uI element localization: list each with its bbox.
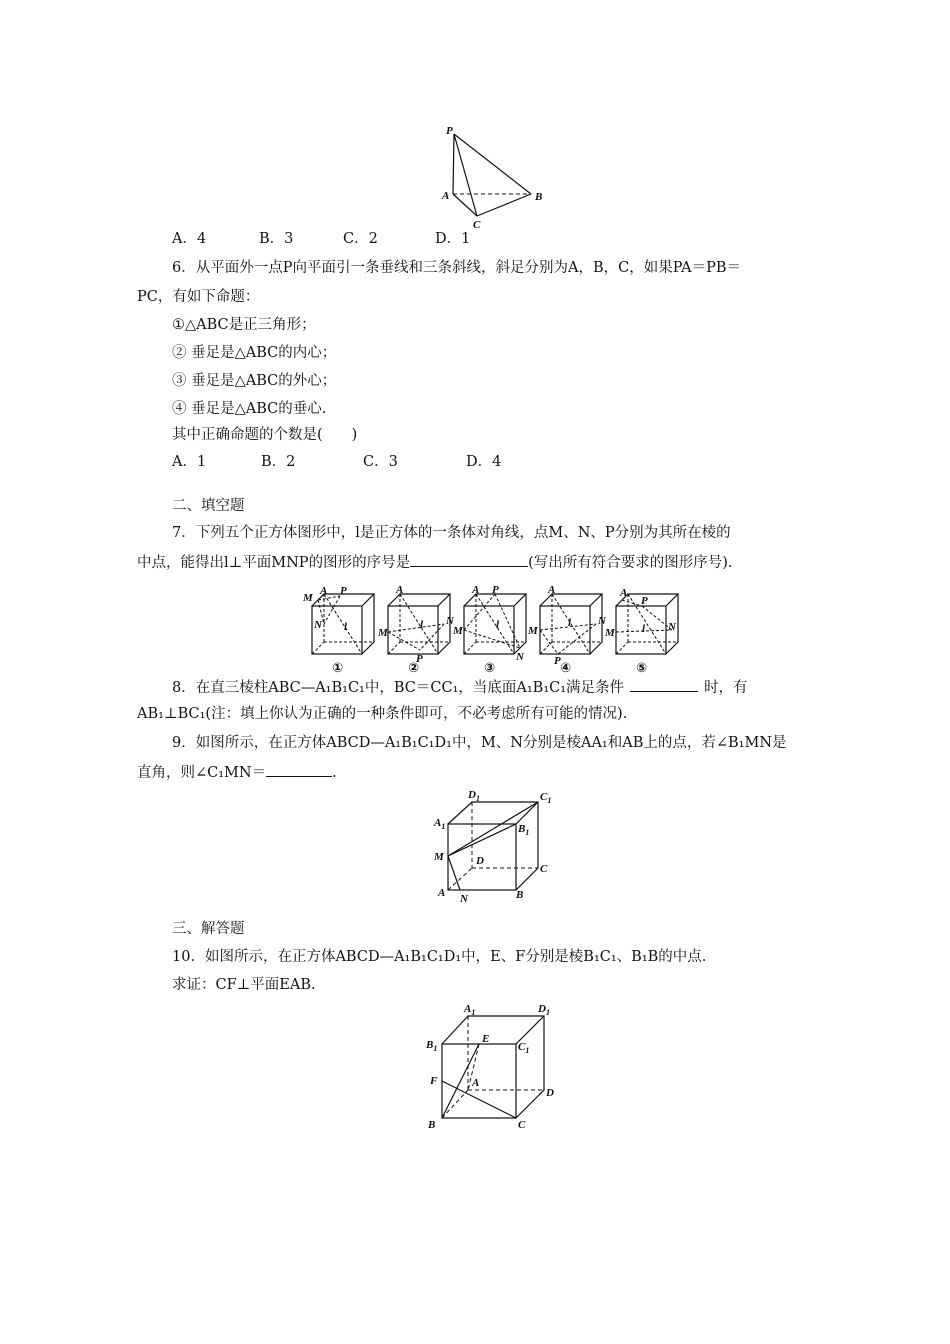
svg-text:B: B (516, 889, 524, 901)
svg-text:C: C (540, 863, 548, 875)
svg-text:P: P (446, 125, 453, 137)
svg-text:N: N (446, 615, 454, 627)
svg-text:N: N (516, 651, 524, 663)
q9-line-2-text: 直角，则∠C₁MN＝ (137, 765, 267, 781)
q9-answer-blank[interactable] (266, 762, 332, 777)
svg-text:C: C (473, 219, 481, 231)
q6-item-3: ③ 垂足是△ABC的外心； (172, 373, 337, 389)
cube-figure-4 (527, 584, 607, 667)
q5-options (172, 230, 470, 248)
cube-figure-2 (377, 584, 455, 665)
svg-text:M: M (434, 851, 444, 863)
q7-line-2-tail: (写出所有符合要求的图形序号). (528, 555, 733, 571)
svg-text:M: M (303, 592, 313, 604)
q10-line-2: 求证：CF⊥平面EAB. (172, 977, 316, 993)
q6-line-1: 6．从平面外一点P向平面引一条垂线和三条斜线，斜足分别为A，B，C，如果PA＝PB＝ (172, 260, 742, 276)
svg-text:B: B (428, 1119, 436, 1131)
svg-text:D: D (546, 1087, 554, 1099)
q6-option-b: B．2 (261, 454, 296, 470)
q6-question: 其中正确命题的个数是( ) (172, 427, 358, 443)
q6-options (172, 453, 501, 471)
q9-line-2-tail: . (332, 765, 337, 781)
q9-cube-figure (430, 786, 560, 906)
svg-text:M: M (378, 627, 388, 639)
svg-text:P: P (492, 584, 499, 596)
svg-text:P: P (554, 655, 561, 667)
q6-option-a: A．1 (172, 454, 207, 470)
svg-text:l: l (344, 621, 348, 633)
svg-text:N: N (598, 615, 606, 627)
svg-text:l: l (642, 623, 646, 635)
svg-text:A: A (472, 1077, 480, 1089)
q7-line-2-text: 中点，能得出l⊥平面MNP的图形的序号是 (137, 555, 411, 571)
svg-text:l: l (568, 617, 572, 629)
figure-number-5: ⑤ (636, 661, 648, 676)
q9-line-2 (137, 762, 337, 782)
q6-option-d: D．4 (466, 454, 502, 470)
q7-answer-blank[interactable] (410, 552, 528, 567)
cube-figure-3 (452, 584, 526, 663)
svg-text:A1: $A_1$ (434, 817, 446, 831)
section-3-heading: 三、解答题 (172, 921, 245, 937)
q8-line-1-text: 8．在直三棱柱ABC—A₁B₁C₁中，BC＝CC₁，当底面A₁B₁C₁满足条件 (172, 680, 625, 696)
cube-figure-5 (604, 587, 678, 654)
svg-text:N: N (668, 621, 676, 633)
q8-answer-blank[interactable] (630, 677, 698, 692)
svg-text:C1: $C_1$ (540, 791, 552, 805)
svg-text:A: A (548, 584, 556, 596)
q7-line-2 (137, 552, 733, 572)
svg-text:D1: $D_1$ (468, 789, 480, 803)
svg-text:C: C (518, 1119, 526, 1131)
cube-figure-1 (302, 585, 374, 654)
svg-text:A1: $A_1$ (464, 1003, 476, 1017)
q6-line-2: PC，有如下命题： (137, 289, 260, 305)
q6-option-c: C．3 (363, 454, 398, 470)
five-cubes-figure (302, 584, 682, 676)
q10-line-1: 10．如图所示，在正方体ABCD—A₁B₁C₁D₁中，E、F分别是棱B₁C₁、B₁B的中点. (172, 949, 707, 965)
svg-text:A: A (620, 587, 628, 599)
svg-text:A: A (472, 584, 480, 596)
q8-line-1-tail: 时，有 (704, 680, 748, 696)
section-2-heading: 二、填空题 (172, 498, 245, 514)
figure-number-3: ③ (484, 661, 496, 676)
svg-text:B1: $B_1$ (518, 823, 530, 837)
q6-item-4: ④ 垂足是△ABC的垂心. (172, 401, 327, 417)
q6-item-1: ①△ABC是正三角形； (172, 317, 316, 333)
q7-line-1: 7．下列五个正方体图形中，l是正方体的一条体对角线，点M、N、P分别为其所在棱的 (172, 525, 731, 541)
svg-text:l: l (420, 619, 424, 631)
svg-text:A: A (320, 585, 328, 597)
svg-text:F: F (430, 1075, 438, 1087)
q5-option-c: C．2 (343, 231, 378, 247)
svg-text:E: E (482, 1033, 490, 1045)
svg-text:P: P (641, 595, 648, 607)
q5-option-d: D．1 (435, 231, 471, 247)
figure-number-2: ② (408, 661, 420, 676)
tetrahedron-figure (435, 122, 555, 232)
svg-text:A: A (396, 584, 404, 596)
svg-text:D1: $D_1$ (538, 1003, 550, 1017)
q9-line-1: 9．如图所示，在正方体ABCD—A₁B₁C₁D₁中，M、N分别是棱AA₁和AB上的点，若∠B₁MN是 (172, 735, 787, 751)
svg-text:B1: $B_1$ (426, 1039, 438, 1053)
svg-text:P: P (416, 653, 423, 665)
q8-line-2: AB₁⊥BC₁(注：填上你认为正确的一种条件即可，不必考虑所有可能的情况). (137, 706, 628, 722)
q6-item-2: ② 垂足是△ABC的内心； (172, 345, 337, 361)
svg-text:A: A (438, 887, 446, 899)
svg-text:M: M (528, 625, 538, 637)
q10-cube-figure (422, 1002, 562, 1136)
q8-line-1 (172, 677, 748, 697)
svg-text:N: N (460, 893, 468, 905)
svg-text:N: N (314, 619, 322, 631)
q5-option-a: A．4 (172, 231, 207, 247)
q5-option-b: B．3 (259, 231, 294, 247)
svg-text:M: M (453, 625, 463, 637)
svg-text:C1: $C_1$ (518, 1041, 530, 1055)
svg-text:l: l (496, 619, 500, 631)
svg-text:P: P (340, 585, 347, 597)
figure-number-4: ④ (560, 661, 572, 676)
svg-text:A: A (442, 190, 450, 202)
svg-text:B: B (535, 191, 543, 203)
svg-text:D: D (476, 855, 484, 867)
figure-number-1: ① (332, 661, 344, 676)
svg-text:M: M (605, 627, 615, 639)
